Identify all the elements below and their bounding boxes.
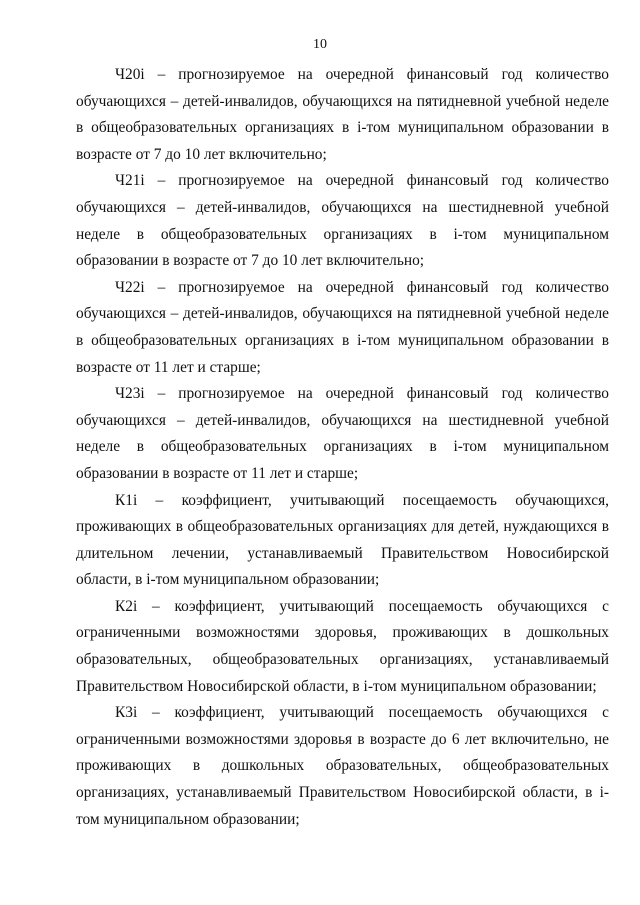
paragraph-k1: К1i – коэффициент, учитывающий посещаемость обучающихся, проживающих в общеобразовательных организациях для детей, нуждающихся в длительном лечении, устанавливаемый Правительством Новосибирской области, в i-том муниципальном образовании; <box>76 491 609 589</box>
paragraph-ch22: Ч22i – прогнозируемое на очередной финансовый год количество обучающихся – детей-инвалидов, обучающихся на пятидневной учебной неделе в общеобразовательных организациях в i-том муниципальном образовании в возрасте от 11 лет и старше; <box>76 278 609 376</box>
paragraph-k3: К3i – коэффициент, учитывающий посещаемость обучающихся с ограниченными возможностями здоровья в возрасте до 6 лет включительно, не проживающих в дошкольных образовательных, общеобразовательных организациях, устанавливаемый Правительством Новосибирской области, в i-том муниципальном образовании; <box>76 704 609 828</box>
page-number: 10 <box>313 37 327 52</box>
paragraph-ch20: Ч20i – прогнозируемое на очередной финансовый год количество обучающихся – детей-инвалидов, обучающихся на пятидневной учебной неделе в общеобразовательных организациях в i-том муниципальном образовании в возрасте от 7 до 10 лет включительно; <box>76 66 609 163</box>
paragraph-ch23: Ч23i – прогнозируемое на очередной финансовый год количество обучающихся – детей-инвалидов, обучающихся на шестидневной учебной неделе в общеобразовательных организациях в i-том муниципальном образовании в возрасте от 11 лет и старше; <box>76 385 609 482</box>
paragraph-ch21: Ч21i – прогнозируемое на очередной финансовый год количество обучающихся – детей-инвалидов, обучающихся на шестидневной учебной неделе в общеобразовательных организациях в i-том муниципальном образовании в возрасте от 7 до 10 лет включительно; <box>76 172 609 270</box>
document-body <box>76 62 609 833</box>
paragraph-k2: К2i – коэффициент, учитывающий посещаемость обучающихся с ограниченными возможностями здоровья, проживающих в дошкольных образовательных, общеобразовательных организациях, устанавливаемый Правительством Новосибирской области, в i-том муниципальном образовании; <box>76 597 609 695</box>
